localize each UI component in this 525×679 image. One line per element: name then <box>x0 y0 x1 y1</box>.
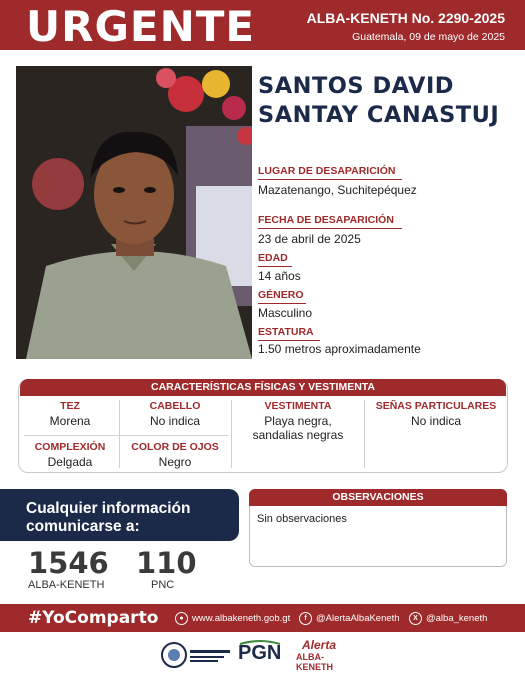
facebook-text: @AlertaAlbaKeneth <box>316 613 400 624</box>
cabello-value: No indica <box>149 414 201 428</box>
pgn-text: PGN <box>238 642 282 664</box>
age-label-underline <box>258 266 292 267</box>
cabello-label: CABELLO <box>149 400 201 412</box>
phone-pnc-label: PNC <box>151 579 175 591</box>
person-name-line1: SANTOS DAVID <box>258 73 454 99</box>
case-date: Guatemala, 09 de mayo de 2025 <box>352 31 505 43</box>
urgent-title: URGENTE <box>26 2 256 51</box>
gender-value: Masculino <box>258 306 313 320</box>
x-icon: X <box>409 612 422 625</box>
contact-info-text <box>26 500 191 536</box>
senas-value: No indica <box>410 414 462 428</box>
hashtag: #YoComparto <box>28 608 159 628</box>
facebook-icon: f <box>299 612 312 625</box>
guatemala-government-logo <box>160 638 232 672</box>
vestimenta-label: VESTIMENTA <box>264 400 332 412</box>
height-value: 1.50 metros aproximadamente <box>258 342 421 356</box>
gender-label-underline <box>258 303 306 304</box>
senas-label: SEÑAS PARTICULARES <box>375 400 497 412</box>
place-value: Mazatenango, Suchitepéquez <box>258 183 417 197</box>
observations-title: OBSERVACIONES <box>249 489 507 506</box>
complexion-label: COMPLEXIÓN <box>34 441 106 453</box>
ojos-label: COLOR DE OJOS <box>131 441 219 453</box>
gender-label: GÉNERO <box>258 289 304 301</box>
case-number: ALBA-KENETH No. 2290-2025 <box>306 10 505 26</box>
person-name-line2: SANTAY CANASTUJ <box>258 102 500 128</box>
alerta-alba-keneth-logo <box>296 638 356 672</box>
contact-line1: Cualquier información <box>26 500 191 517</box>
age-label: EDAD <box>258 252 288 264</box>
characteristics-title: CARACTERÍSTICAS FÍSICAS Y VESTIMENTA <box>20 379 506 396</box>
height-label: ESTATURA <box>258 326 314 338</box>
globe-icon: ● <box>175 612 188 625</box>
tez-label: TEZ <box>60 400 80 412</box>
ojos-value: Negro <box>158 455 192 469</box>
complexion-value: Delgada <box>47 455 93 469</box>
place-label: LUGAR DE DESAPARICIÓN <box>258 165 396 177</box>
alerta-text: Alerta <box>302 638 337 652</box>
facebook-link[interactable] <box>299 612 400 625</box>
tez-value: Morena <box>49 414 91 428</box>
contact-line2: comunicarse a: <box>26 518 140 535</box>
phone-alba-keneth-label: ALBA-KENETH <box>28 579 105 591</box>
phone-pnc: 110 <box>136 546 197 580</box>
portrait-illustration <box>16 66 252 359</box>
alba-keneth-text: ALBA-KENETH <box>296 652 334 672</box>
government-seal-icon <box>160 638 232 672</box>
divider-h <box>24 435 228 436</box>
vestimenta-value-line2: sandalias negras <box>252 428 344 442</box>
date-label-underline <box>258 228 402 229</box>
pgn-logo <box>236 638 284 672</box>
x-link[interactable] <box>409 612 487 625</box>
age-value: 14 años <box>258 269 301 283</box>
website-link[interactable] <box>175 612 290 625</box>
observations-text: Sin observaciones <box>257 513 347 525</box>
x-text: @alba_keneth <box>426 613 488 624</box>
place-label-underline <box>258 179 402 180</box>
date-label: FECHA DE DESAPARICIÓN <box>258 214 394 226</box>
date-value: 23 de abril de 2025 <box>258 232 361 246</box>
website-text: www.albakeneth.gob.gt <box>192 613 291 624</box>
missing-person-photo <box>16 66 252 359</box>
person-name <box>258 72 499 130</box>
vestimenta-value-line1: Playa negra, <box>264 414 332 428</box>
phone-alba-keneth: 1546 <box>28 546 109 580</box>
height-label-underline <box>258 340 320 341</box>
